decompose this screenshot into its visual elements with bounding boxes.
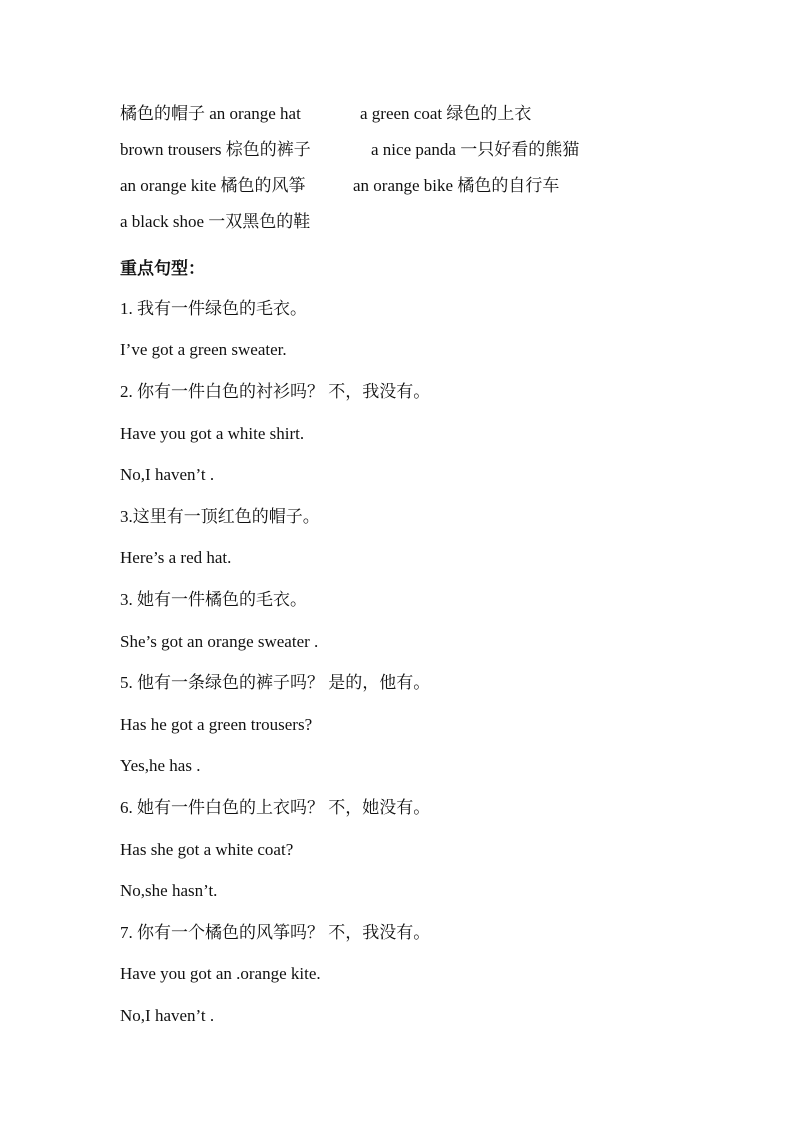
sentence-line: No,I haven’t .	[120, 1005, 215, 1025]
sentence-line: 5. 他有一条绿色的裤子吗？ 是的，他有。	[120, 673, 431, 693]
vocab-item: a green coat 绿色的上衣	[360, 104, 532, 123]
vocab-row	[120, 132, 680, 168]
vocab-row	[120, 168, 680, 204]
sentence-line: 2. 你有一件白色的衬衫吗？ 不，我没有。	[120, 381, 431, 401]
sentence-line: Yes,he has .	[120, 756, 201, 776]
vocab-item: brown trousers 棕色的裤子	[120, 140, 311, 159]
section-title: 重点句型：	[120, 259, 205, 278]
sentence-line: No,I haven’t .	[120, 465, 215, 485]
sentence-line: 3. 她有一件橘色的毛衣。	[120, 589, 307, 609]
vocab-item: 橘色的帽子 an orange hat	[120, 104, 301, 123]
vocab-row	[120, 96, 680, 132]
sentence-line: 3.这里有一顶红色的帽子。	[120, 506, 320, 526]
sentence-line: Has he got a green trousers?	[120, 714, 313, 734]
sentence-line: Have you got an .orange kite.	[120, 964, 321, 984]
sentence-line: No,she hasn’t.	[120, 881, 218, 901]
sentence-line: Here’s a red hat.	[120, 548, 232, 568]
vocab-item: a black shoe 一双黑色的鞋	[120, 212, 311, 231]
sentence-line: Has she got a white coat?	[120, 839, 294, 859]
vocab-row	[120, 204, 680, 240]
vocab-item: an orange kite 橘色的风筝	[120, 176, 306, 195]
vocab-item: a nice panda 一只好看的熊猫	[371, 140, 580, 159]
vocab-item: an orange bike 橘色的自行车	[353, 176, 560, 195]
sentence-line: 1. 我有一件绿色的毛衣。	[120, 298, 307, 318]
sentence-line: Have you got a white shirt.	[120, 423, 305, 443]
sentence-line: I’ve got a green sweater.	[120, 340, 287, 360]
sentence-line: 7. 你有一个橘色的风筝吗？ 不，我没有。	[120, 922, 431, 942]
sentence-line: She’s got an orange sweater .	[120, 631, 319, 651]
sentence-line: 6. 她有一件白色的上衣吗？ 不，她没有。	[120, 797, 431, 817]
document-content	[120, 96, 680, 1037]
